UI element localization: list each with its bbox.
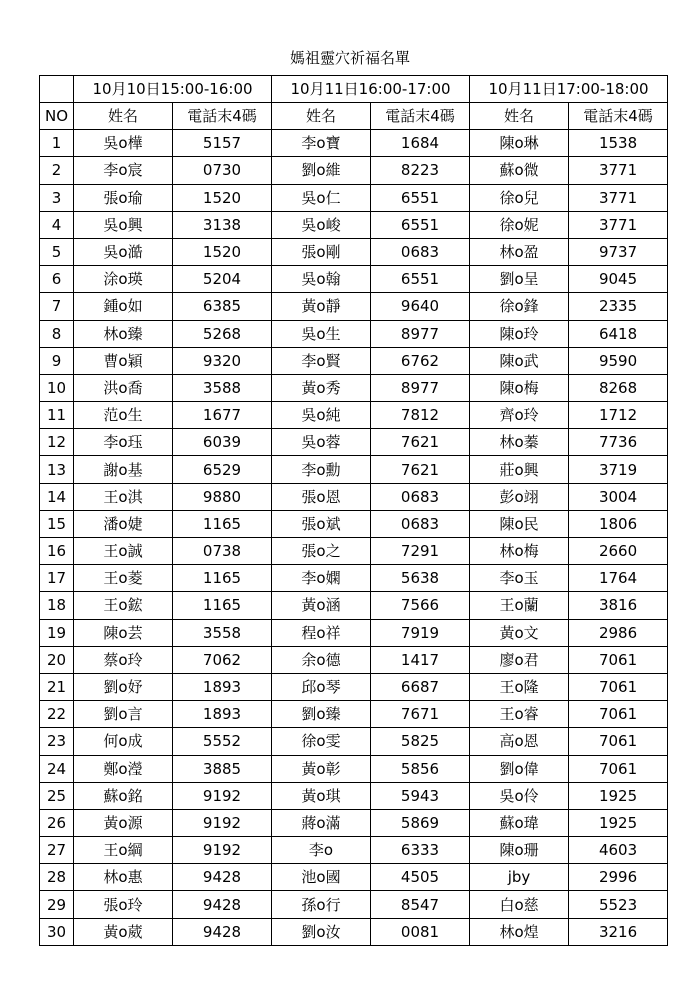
row-number-cell: 22 bbox=[40, 701, 74, 728]
slot2-name-cell: 張o斌 bbox=[272, 510, 371, 537]
slot3-name-cell: 彭o翊 bbox=[470, 483, 569, 510]
slot2-name-cell: 李o bbox=[272, 837, 371, 864]
slot1-phone-cell: 1893 bbox=[173, 673, 272, 700]
slot1-name-cell: 蘇o銘 bbox=[74, 782, 173, 809]
slot3-phone-cell: 3216 bbox=[569, 918, 668, 945]
slot3-phone-cell: 7061 bbox=[569, 646, 668, 673]
slot2-phone-cell: 5856 bbox=[371, 755, 470, 782]
row-number-cell: 18 bbox=[40, 592, 74, 619]
slot1-name-cell: 李o宸 bbox=[74, 157, 173, 184]
slot2-name-cell: 吳o峻 bbox=[272, 211, 371, 238]
slot1-phone-cell: 0730 bbox=[173, 157, 272, 184]
slot3-phone-cell: 1806 bbox=[569, 510, 668, 537]
slot1-phone-cell: 9192 bbox=[173, 782, 272, 809]
table-row bbox=[40, 701, 668, 728]
name-column-header: 姓名 bbox=[272, 103, 371, 130]
row-number-cell: 6 bbox=[40, 266, 74, 293]
slot3-name-cell: 蘇o微 bbox=[470, 157, 569, 184]
table-row bbox=[40, 755, 668, 782]
slot3-name-cell: 陳o琳 bbox=[470, 130, 569, 157]
slot3-phone-cell: 1925 bbox=[569, 782, 668, 809]
row-number-cell: 29 bbox=[40, 891, 74, 918]
slot3-phone-cell: 2986 bbox=[569, 619, 668, 646]
slot2-phone-cell: 7671 bbox=[371, 701, 470, 728]
slot3-phone-cell: 2660 bbox=[569, 538, 668, 565]
table-row bbox=[40, 320, 668, 347]
slot3-phone-cell: 2996 bbox=[569, 864, 668, 891]
slot2-name-cell: 李o嫻 bbox=[272, 565, 371, 592]
slot3-name-cell: 徐o鋒 bbox=[470, 293, 569, 320]
slot3-phone-cell: 7736 bbox=[569, 429, 668, 456]
slot1-phone-cell: 1677 bbox=[173, 402, 272, 429]
row-number-cell: 26 bbox=[40, 809, 74, 836]
slot1-phone-cell: 1520 bbox=[173, 184, 272, 211]
table-row bbox=[40, 864, 668, 891]
slot3-phone-cell: 1538 bbox=[569, 130, 668, 157]
slot2-phone-cell: 0683 bbox=[371, 238, 470, 265]
row-number-cell: 17 bbox=[40, 565, 74, 592]
slot2-phone-cell: 7291 bbox=[371, 538, 470, 565]
time-slot-header: 10月10日15:00-16:00 bbox=[74, 76, 272, 103]
time-slot-header: 10月11日16:00-17:00 bbox=[272, 76, 470, 103]
row-number-cell: 9 bbox=[40, 347, 74, 374]
slot2-name-cell: 黃o秀 bbox=[272, 374, 371, 401]
slot1-phone-cell: 6039 bbox=[173, 429, 272, 456]
table-row bbox=[40, 238, 668, 265]
slot2-name-cell: 吳o翰 bbox=[272, 266, 371, 293]
slot3-name-cell: 林o蓁 bbox=[470, 429, 569, 456]
slot1-phone-cell: 5552 bbox=[173, 728, 272, 755]
slot1-phone-cell: 1520 bbox=[173, 238, 272, 265]
slot1-name-cell: 潘o婕 bbox=[74, 510, 173, 537]
slot3-name-cell: 高o恩 bbox=[470, 728, 569, 755]
slot3-name-cell: 陳o武 bbox=[470, 347, 569, 374]
slot1-phone-cell: 9880 bbox=[173, 483, 272, 510]
row-number-cell: 5 bbox=[40, 238, 74, 265]
slot2-phone-cell: 0683 bbox=[371, 510, 470, 537]
slot1-phone-cell: 9192 bbox=[173, 809, 272, 836]
slot3-name-cell: 白o慈 bbox=[470, 891, 569, 918]
slot2-phone-cell: 6551 bbox=[371, 211, 470, 238]
slot3-name-cell: 陳o珊 bbox=[470, 837, 569, 864]
slot3-phone-cell: 1925 bbox=[569, 809, 668, 836]
table-row bbox=[40, 673, 668, 700]
slot2-phone-cell: 1417 bbox=[371, 646, 470, 673]
slot1-phone-cell: 1893 bbox=[173, 701, 272, 728]
phone-column-header: 電話末4碼 bbox=[173, 103, 272, 130]
slot3-name-cell: jby bbox=[470, 864, 569, 891]
slot3-phone-cell: 2335 bbox=[569, 293, 668, 320]
table-row bbox=[40, 891, 668, 918]
slot2-name-cell: 張o之 bbox=[272, 538, 371, 565]
column-header-row bbox=[40, 103, 668, 130]
slot2-phone-cell: 1684 bbox=[371, 130, 470, 157]
table-row bbox=[40, 402, 668, 429]
slot1-phone-cell: 3588 bbox=[173, 374, 272, 401]
slot2-phone-cell: 6333 bbox=[371, 837, 470, 864]
slot3-phone-cell: 7061 bbox=[569, 728, 668, 755]
slot3-name-cell: 林o盈 bbox=[470, 238, 569, 265]
row-number-cell: 15 bbox=[40, 510, 74, 537]
slot1-name-cell: 黃o源 bbox=[74, 809, 173, 836]
table-row bbox=[40, 211, 668, 238]
row-number-cell: 4 bbox=[40, 211, 74, 238]
table-row bbox=[40, 538, 668, 565]
table-row bbox=[40, 130, 668, 157]
slot3-phone-cell: 3719 bbox=[569, 456, 668, 483]
slot1-phone-cell: 1165 bbox=[173, 592, 272, 619]
slot2-name-cell: 余o德 bbox=[272, 646, 371, 673]
table-row bbox=[40, 619, 668, 646]
slot2-phone-cell: 4505 bbox=[371, 864, 470, 891]
slot3-phone-cell: 3004 bbox=[569, 483, 668, 510]
row-number-cell: 11 bbox=[40, 402, 74, 429]
slot1-name-cell: 涂o瑛 bbox=[74, 266, 173, 293]
slot3-name-cell: 徐o妮 bbox=[470, 211, 569, 238]
slot2-name-cell: 蔣o滿 bbox=[272, 809, 371, 836]
slot1-phone-cell: 9192 bbox=[173, 837, 272, 864]
slot2-phone-cell: 7919 bbox=[371, 619, 470, 646]
corner-cell bbox=[40, 76, 74, 103]
slot1-name-cell: 林o臻 bbox=[74, 320, 173, 347]
row-number-cell: 10 bbox=[40, 374, 74, 401]
table-row bbox=[40, 646, 668, 673]
slot2-name-cell: 李o寶 bbox=[272, 130, 371, 157]
slot1-phone-cell: 9428 bbox=[173, 864, 272, 891]
slot3-name-cell: 林o梅 bbox=[470, 538, 569, 565]
slot3-phone-cell: 9737 bbox=[569, 238, 668, 265]
slot3-name-cell: 劉o呈 bbox=[470, 266, 569, 293]
slot3-phone-cell: 7061 bbox=[569, 755, 668, 782]
slot1-phone-cell: 1165 bbox=[173, 565, 272, 592]
slot3-phone-cell: 1764 bbox=[569, 565, 668, 592]
slot2-phone-cell: 5638 bbox=[371, 565, 470, 592]
slot2-phone-cell: 5943 bbox=[371, 782, 470, 809]
slot1-name-cell: 吳o澔 bbox=[74, 238, 173, 265]
slot2-phone-cell: 8977 bbox=[371, 320, 470, 347]
table-row bbox=[40, 456, 668, 483]
slot3-name-cell: 廖o君 bbox=[470, 646, 569, 673]
slot2-phone-cell: 9640 bbox=[371, 293, 470, 320]
slot1-phone-cell: 5204 bbox=[173, 266, 272, 293]
slot1-phone-cell: 6385 bbox=[173, 293, 272, 320]
slot1-name-cell: 何o成 bbox=[74, 728, 173, 755]
table-row bbox=[40, 483, 668, 510]
slot3-name-cell: 吳o伶 bbox=[470, 782, 569, 809]
slot3-name-cell: 黃o文 bbox=[470, 619, 569, 646]
slot2-name-cell: 黃o彰 bbox=[272, 755, 371, 782]
slot2-phone-cell: 7812 bbox=[371, 402, 470, 429]
slot2-phone-cell: 7621 bbox=[371, 456, 470, 483]
slot2-name-cell: 黃o靜 bbox=[272, 293, 371, 320]
slot2-phone-cell: 8547 bbox=[371, 891, 470, 918]
slot1-phone-cell: 1165 bbox=[173, 510, 272, 537]
row-number-cell: 12 bbox=[40, 429, 74, 456]
row-number-cell: 25 bbox=[40, 782, 74, 809]
slot1-phone-cell: 5157 bbox=[173, 130, 272, 157]
name-column-header: 姓名 bbox=[74, 103, 173, 130]
table-row bbox=[40, 728, 668, 755]
slot1-phone-cell: 7062 bbox=[173, 646, 272, 673]
row-number-cell: 1 bbox=[40, 130, 74, 157]
slot3-name-cell: 王o睿 bbox=[470, 701, 569, 728]
slot3-name-cell: 陳o民 bbox=[470, 510, 569, 537]
no-column-header: NO bbox=[40, 103, 74, 130]
time-slot-header: 10月11日17:00-18:00 bbox=[470, 76, 668, 103]
slot1-name-cell: 張o瑜 bbox=[74, 184, 173, 211]
slot1-name-cell: 范o生 bbox=[74, 402, 173, 429]
slot3-phone-cell: 9590 bbox=[569, 347, 668, 374]
page-title: 媽祖靈穴祈福名單 bbox=[289, 49, 410, 67]
table-row bbox=[40, 837, 668, 864]
table-row bbox=[40, 565, 668, 592]
slot2-name-cell: 劉o汝 bbox=[272, 918, 371, 945]
slot1-name-cell: 林o惠 bbox=[74, 864, 173, 891]
slot1-name-cell: 李o珏 bbox=[74, 429, 173, 456]
slot3-name-cell: 徐o兒 bbox=[470, 184, 569, 211]
slot2-name-cell: 吳o生 bbox=[272, 320, 371, 347]
slot3-phone-cell: 6418 bbox=[569, 320, 668, 347]
slot3-phone-cell: 7061 bbox=[569, 701, 668, 728]
table-row bbox=[40, 266, 668, 293]
slot1-phone-cell: 6529 bbox=[173, 456, 272, 483]
slot3-phone-cell: 9045 bbox=[569, 266, 668, 293]
slot2-name-cell: 吳o蓉 bbox=[272, 429, 371, 456]
slot2-name-cell: 程o祥 bbox=[272, 619, 371, 646]
slot2-name-cell: 李o勳 bbox=[272, 456, 371, 483]
blessing-list-table bbox=[39, 75, 668, 946]
slot3-phone-cell: 7061 bbox=[569, 673, 668, 700]
slot3-name-cell: 莊o興 bbox=[470, 456, 569, 483]
slot1-name-cell: 王o淇 bbox=[74, 483, 173, 510]
slot1-name-cell: 劉o妤 bbox=[74, 673, 173, 700]
slot2-phone-cell: 5869 bbox=[371, 809, 470, 836]
slot1-phone-cell: 3138 bbox=[173, 211, 272, 238]
slot3-phone-cell: 1712 bbox=[569, 402, 668, 429]
slot2-phone-cell: 7621 bbox=[371, 429, 470, 456]
table-row bbox=[40, 510, 668, 537]
slot2-name-cell: 徐o雯 bbox=[272, 728, 371, 755]
slot2-phone-cell: 6551 bbox=[371, 266, 470, 293]
phone-column-header: 電話末4碼 bbox=[371, 103, 470, 130]
slot3-name-cell: 李o玉 bbox=[470, 565, 569, 592]
slot3-name-cell: 劉o偉 bbox=[470, 755, 569, 782]
slot3-phone-cell: 3816 bbox=[569, 592, 668, 619]
slot2-phone-cell: 8977 bbox=[371, 374, 470, 401]
slot2-phone-cell: 6762 bbox=[371, 347, 470, 374]
slot2-name-cell: 孫o行 bbox=[272, 891, 371, 918]
slot1-phone-cell: 9428 bbox=[173, 918, 272, 945]
slot1-name-cell: 蔡o玲 bbox=[74, 646, 173, 673]
slot2-name-cell: 吳o仁 bbox=[272, 184, 371, 211]
slot2-name-cell: 黃o琪 bbox=[272, 782, 371, 809]
row-number-cell: 21 bbox=[40, 673, 74, 700]
table-row bbox=[40, 293, 668, 320]
table-row bbox=[40, 374, 668, 401]
table-row bbox=[40, 429, 668, 456]
table-row bbox=[40, 782, 668, 809]
slot1-phone-cell: 9320 bbox=[173, 347, 272, 374]
table-row bbox=[40, 592, 668, 619]
slot3-name-cell: 陳o玲 bbox=[470, 320, 569, 347]
row-number-cell: 8 bbox=[40, 320, 74, 347]
row-number-cell: 13 bbox=[40, 456, 74, 483]
slot2-name-cell: 吳o純 bbox=[272, 402, 371, 429]
slot1-name-cell: 曹o穎 bbox=[74, 347, 173, 374]
slot1-phone-cell: 3558 bbox=[173, 619, 272, 646]
slot1-name-cell: 謝o基 bbox=[74, 456, 173, 483]
slot1-name-cell: 王o綱 bbox=[74, 837, 173, 864]
slot3-name-cell: 王o隆 bbox=[470, 673, 569, 700]
slot1-name-cell: 劉o言 bbox=[74, 701, 173, 728]
slot3-name-cell: 王o蘭 bbox=[470, 592, 569, 619]
slot1-name-cell: 張o玲 bbox=[74, 891, 173, 918]
slot2-phone-cell: 8223 bbox=[371, 157, 470, 184]
slot3-name-cell: 林o煌 bbox=[470, 918, 569, 945]
slot2-phone-cell: 6687 bbox=[371, 673, 470, 700]
slot1-name-cell: 吳o樺 bbox=[74, 130, 173, 157]
slot2-name-cell: 黃o涵 bbox=[272, 592, 371, 619]
row-number-cell: 19 bbox=[40, 619, 74, 646]
slot3-phone-cell: 4603 bbox=[569, 837, 668, 864]
row-number-cell: 24 bbox=[40, 755, 74, 782]
slot3-name-cell: 蘇o瑋 bbox=[470, 809, 569, 836]
time-slot-header-row bbox=[40, 76, 668, 103]
slot1-name-cell: 王o鋐 bbox=[74, 592, 173, 619]
slot2-name-cell: 李o賢 bbox=[272, 347, 371, 374]
row-number-cell: 27 bbox=[40, 837, 74, 864]
slot2-name-cell: 劉o維 bbox=[272, 157, 371, 184]
slot2-name-cell: 邱o琴 bbox=[272, 673, 371, 700]
row-number-cell: 14 bbox=[40, 483, 74, 510]
slot3-phone-cell: 8268 bbox=[569, 374, 668, 401]
slot2-phone-cell: 0081 bbox=[371, 918, 470, 945]
slot3-phone-cell: 3771 bbox=[569, 184, 668, 211]
name-column-header: 姓名 bbox=[470, 103, 569, 130]
row-number-cell: 30 bbox=[40, 918, 74, 945]
slot2-name-cell: 劉o臻 bbox=[272, 701, 371, 728]
row-number-cell: 28 bbox=[40, 864, 74, 891]
slot1-phone-cell: 9428 bbox=[173, 891, 272, 918]
slot2-name-cell: 池o國 bbox=[272, 864, 371, 891]
row-number-cell: 23 bbox=[40, 728, 74, 755]
slot3-name-cell: 齊o玲 bbox=[470, 402, 569, 429]
slot1-phone-cell: 5268 bbox=[173, 320, 272, 347]
roster-body bbox=[40, 130, 668, 946]
slot1-name-cell: 吳o興 bbox=[74, 211, 173, 238]
slot1-phone-cell: 3885 bbox=[173, 755, 272, 782]
slot2-name-cell: 張o恩 bbox=[272, 483, 371, 510]
slot2-name-cell: 張o剛 bbox=[272, 238, 371, 265]
row-number-cell: 3 bbox=[40, 184, 74, 211]
slot1-name-cell: 鍾o如 bbox=[74, 293, 173, 320]
slot3-phone-cell: 3771 bbox=[569, 211, 668, 238]
slot3-name-cell: 陳o梅 bbox=[470, 374, 569, 401]
row-number-cell: 7 bbox=[40, 293, 74, 320]
slot1-name-cell: 鄭o瀅 bbox=[74, 755, 173, 782]
slot1-phone-cell: 0738 bbox=[173, 538, 272, 565]
slot1-name-cell: 王o誠 bbox=[74, 538, 173, 565]
slot1-name-cell: 黃o葳 bbox=[74, 918, 173, 945]
table-row bbox=[40, 184, 668, 211]
slot3-phone-cell: 5523 bbox=[569, 891, 668, 918]
table-row bbox=[40, 809, 668, 836]
table-row bbox=[40, 157, 668, 184]
row-number-cell: 20 bbox=[40, 646, 74, 673]
slot1-name-cell: 洪o喬 bbox=[74, 374, 173, 401]
table-row bbox=[40, 347, 668, 374]
slot3-phone-cell: 3771 bbox=[569, 157, 668, 184]
slot2-phone-cell: 7566 bbox=[371, 592, 470, 619]
slot1-name-cell: 王o菱 bbox=[74, 565, 173, 592]
slot2-phone-cell: 0683 bbox=[371, 483, 470, 510]
row-number-cell: 16 bbox=[40, 538, 74, 565]
slot2-phone-cell: 6551 bbox=[371, 184, 470, 211]
slot1-name-cell: 陳o芸 bbox=[74, 619, 173, 646]
row-number-cell: 2 bbox=[40, 157, 74, 184]
table-row bbox=[40, 918, 668, 945]
slot2-phone-cell: 5825 bbox=[371, 728, 470, 755]
phone-column-header: 電話末4碼 bbox=[569, 103, 668, 130]
